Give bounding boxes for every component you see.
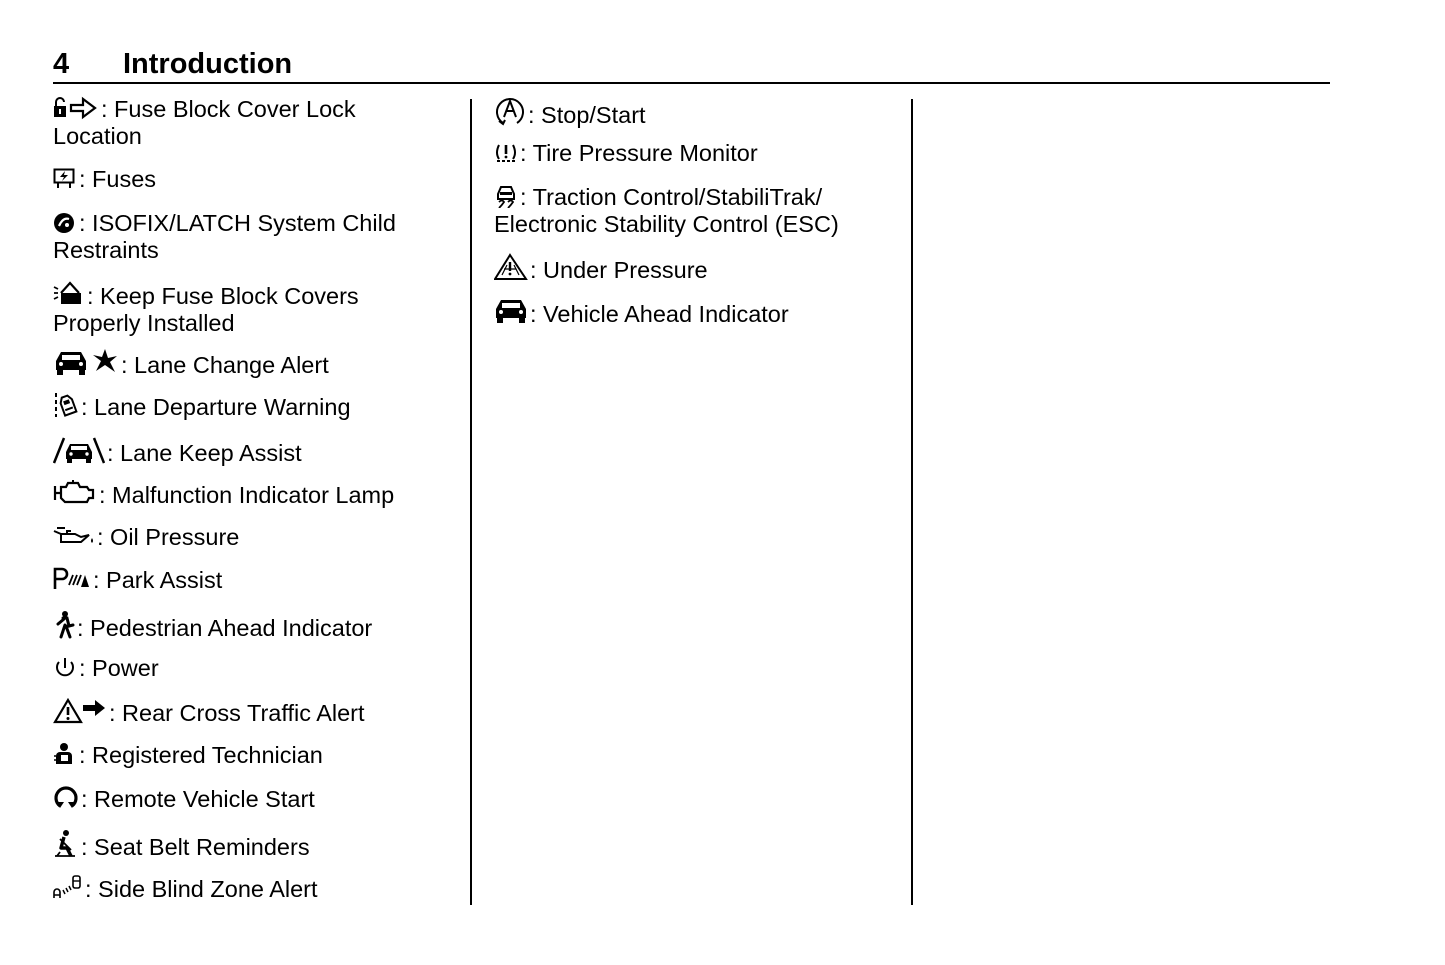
- list-item: [53, 786, 453, 813]
- page-header: [53, 46, 1330, 84]
- list-item: [53, 480, 453, 509]
- malfunction-indicator-lamp-icon: [53, 480, 97, 506]
- under-pressure-icon: [494, 253, 528, 281]
- side-blind-zone-alert-icon: [53, 874, 83, 900]
- seat-belt-reminder-icon: [53, 830, 79, 858]
- list-item: [53, 874, 453, 903]
- entry-text: : Traction Control/StabiliTrak/: [520, 184, 823, 210]
- entry-text: : ISOFIX/LATCH System Child: [79, 210, 396, 236]
- list-item: [53, 567, 453, 594]
- entry-text: : Keep Fuse Block Covers: [87, 283, 359, 309]
- entry-text: : Park Assist: [93, 567, 223, 593]
- entry-text: : Lane Departure Warning: [81, 394, 351, 420]
- park-assist-icon: [53, 567, 91, 591]
- list-item: [53, 436, 453, 467]
- remote-vehicle-start-icon: [53, 786, 79, 810]
- entry-text: : Lane Change Alert: [121, 352, 329, 378]
- oil-pressure-icon: [53, 526, 95, 548]
- column-divider-right: [911, 99, 913, 905]
- list-item: [53, 698, 453, 727]
- rear-cross-traffic-alert-icon: [53, 698, 107, 724]
- entry-text-continued: Location: [53, 123, 142, 149]
- registered-technician-icon: [53, 742, 77, 766]
- list-item: [494, 140, 894, 167]
- pedestrian-ahead-icon: [53, 611, 75, 639]
- list-item: [53, 392, 453, 421]
- entry-text: : Tire Pressure Monitor: [520, 140, 758, 166]
- stop-start-icon: [494, 96, 526, 126]
- entry-text: : Rear Cross Traffic Alert: [109, 700, 365, 726]
- entry-text: : Registered Technician: [79, 742, 323, 768]
- entry-text: : Fuse Block Cover Lock: [101, 96, 356, 122]
- power-icon: [53, 657, 77, 679]
- traction-control-icon: [494, 184, 518, 208]
- column-divider-left: [470, 99, 472, 905]
- entry-text-continued: Properly Installed: [53, 310, 235, 336]
- list-item: [53, 611, 453, 642]
- list-item: [53, 166, 453, 193]
- list-item: [53, 279, 453, 337]
- lane-keep-assist-icon: [53, 436, 105, 464]
- entry-text-continued: Electronic Stability Control (ESC): [494, 211, 839, 237]
- page-title: Introduction: [123, 48, 293, 80]
- list-item: [53, 348, 453, 379]
- isofix-latch-icon: [53, 212, 77, 234]
- tire-pressure-monitor-icon: [494, 142, 518, 164]
- list-item: [53, 742, 453, 769]
- entry-text: : Side Blind Zone Alert: [85, 876, 318, 902]
- vehicle-ahead-icon: [494, 297, 528, 325]
- entry-text: : Remote Vehicle Start: [81, 786, 315, 812]
- entry-text: : Oil Pressure: [97, 524, 240, 550]
- entry-text-continued: Restraints: [53, 237, 159, 263]
- entry-text: : Stop/Start: [528, 102, 646, 128]
- entry-text: : Under Pressure: [530, 257, 708, 283]
- entry-text: : Power: [79, 655, 159, 681]
- lane-change-alert-icon: [53, 348, 119, 376]
- list-item: [53, 96, 453, 150]
- page-number: 4: [53, 48, 70, 80]
- lane-departure-warning-icon: [53, 392, 79, 418]
- entry-text: : Vehicle Ahead Indicator: [530, 301, 789, 327]
- list-item: [494, 297, 894, 328]
- entry-text: : Pedestrian Ahead Indicator: [77, 615, 373, 641]
- list-item: [53, 830, 453, 861]
- entry-text: : Fuses: [79, 166, 157, 192]
- list-item: [494, 184, 894, 238]
- entry-text: : Malfunction Indicator Lamp: [99, 482, 395, 508]
- list-item: [494, 96, 894, 129]
- fuses-icon: [53, 168, 77, 190]
- entry-text: : Seat Belt Reminders: [81, 834, 310, 860]
- keep-fuse-covers-icon: [53, 279, 85, 307]
- list-item: [53, 655, 453, 682]
- list-item: [53, 524, 453, 551]
- list-item: [494, 253, 894, 284]
- entry-text: : Lane Keep Assist: [107, 440, 302, 466]
- list-item: [53, 210, 453, 264]
- fuse-block-cover-lock-icon: [53, 96, 99, 120]
